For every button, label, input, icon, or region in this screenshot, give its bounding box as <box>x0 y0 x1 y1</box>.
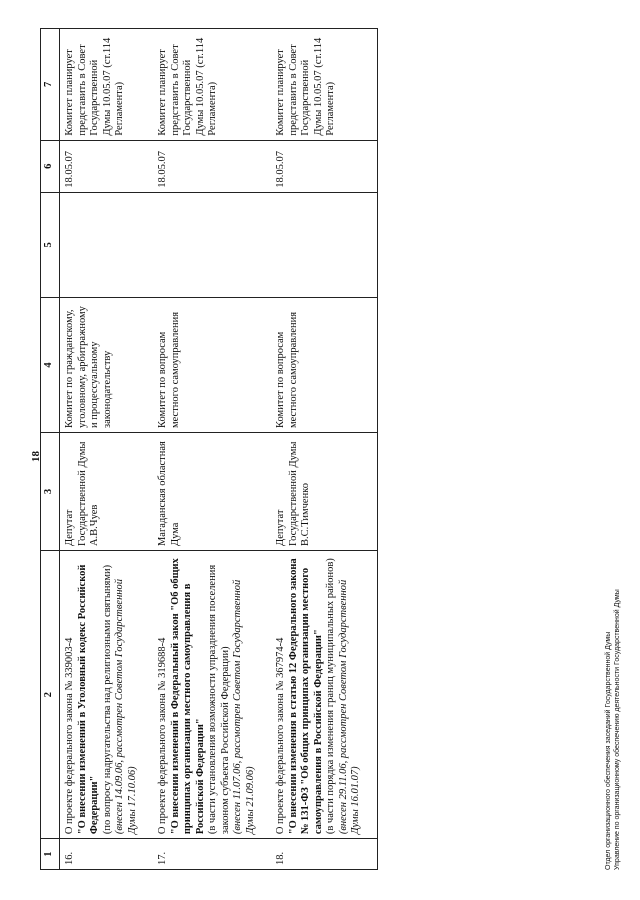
footer-department: Отдел организационного обеспечения заседаний Государственной Думы <box>605 631 612 870</box>
row-number: 16. <box>60 839 154 870</box>
committee-note: Комитет планирует представить в Совет Государственной Думы 10.05.07 (ст.114 Регламента) <box>271 29 377 141</box>
bill-author: Магаданская областная Дума <box>153 433 271 551</box>
bill-topic: (в части установления возможности упразднения поселения законом субъекта Российской Федерации) <box>207 564 231 835</box>
review-date: 18.05.07 <box>60 140 154 192</box>
bills-table <box>40 28 378 870</box>
column-5-cell <box>60 192 154 297</box>
bill-description <box>271 551 377 839</box>
bill-title: "О внесении изменения в статью 12 Федерального закона № 131-ФЗ "Об общих принципах организации местного самоуправления в Российской Федерации" <box>287 558 324 835</box>
responsible-committee: Комитет по вопросам местного самоуправления <box>271 298 377 433</box>
bill-introduction-info: (внесен 14.09.06, рассмотрен Советом Государственной Думы 17.10.06) <box>114 579 138 835</box>
bill-introduction-info: (внесен 11.07.06, рассмотрен Советом Государственной Думы 21.09.06) <box>232 579 256 835</box>
row-number: 17. <box>153 839 271 870</box>
header-col-6: 6 <box>41 140 60 192</box>
footer-directorate: Управление по организационному обеспечению деятельности Государственной Думы <box>613 589 621 870</box>
bill-number-line: О проекте федерального закона № 367974-4 <box>275 637 286 835</box>
responsible-committee: Комитет по вопросам местного самоуправления <box>153 298 271 433</box>
bill-description <box>153 551 271 839</box>
committee-note: Комитет планирует представить в Совет Государственной Думы 10.05.07 (ст.114 Регламента) <box>153 29 271 141</box>
bill-author: Депутат Государственной Думы В.С.Тимченко <box>271 433 377 551</box>
bill-topic: (в части порядка изменения границ муниципальных районов) <box>325 558 336 835</box>
header-col-1: 1 <box>41 839 60 870</box>
review-date: 18.05.07 <box>153 140 271 192</box>
header-col-5: 5 <box>41 192 60 297</box>
page-number: 18 <box>30 451 42 462</box>
column-5-cell <box>271 192 377 297</box>
bill-number-line: О проекте федерального закона № 319688-4 <box>157 637 168 835</box>
header-col-7: 7 <box>41 29 60 141</box>
table-row <box>271 29 377 870</box>
bill-number-line: О проекте федерального закона № 339003-4 <box>64 637 75 835</box>
table-row <box>153 29 271 870</box>
header-col-4: 4 <box>41 298 60 433</box>
bill-title: "О внесении изменений в Федеральный закон "Об общих принципах организации местного самоуправления в Российской Федерации" <box>169 558 206 835</box>
bill-title: "О внесении изменений в Уголовный кодекс Российской Федерации" <box>76 564 100 835</box>
table-row <box>60 29 154 870</box>
table-header-row <box>41 29 60 870</box>
bill-author: Депутат Государственной Думы А.В.Чуев <box>60 433 154 551</box>
bill-introduction-info: (внесен 29.11.06, рассмотрен Советом Государственной Думы 16.01.07) <box>337 579 361 835</box>
header-col-2: 2 <box>41 551 60 839</box>
bill-topic: (по вопросу надругательства над религиозными святынями) <box>101 564 113 835</box>
committee-note: Комитет планирует представить в Совет Государственной Думы 10.05.07 (ст.114 Регламента) <box>60 29 154 141</box>
row-number: 18. <box>271 839 377 870</box>
bill-description <box>60 551 154 839</box>
review-date: 18.05.07 <box>271 140 377 192</box>
responsible-committee: Комитет по гражданскому, уголовному, арбитражному и процессуальному законодательству <box>60 298 154 433</box>
page-footer <box>605 589 622 870</box>
header-col-3: 3 <box>41 433 60 551</box>
column-5-cell <box>153 192 271 297</box>
